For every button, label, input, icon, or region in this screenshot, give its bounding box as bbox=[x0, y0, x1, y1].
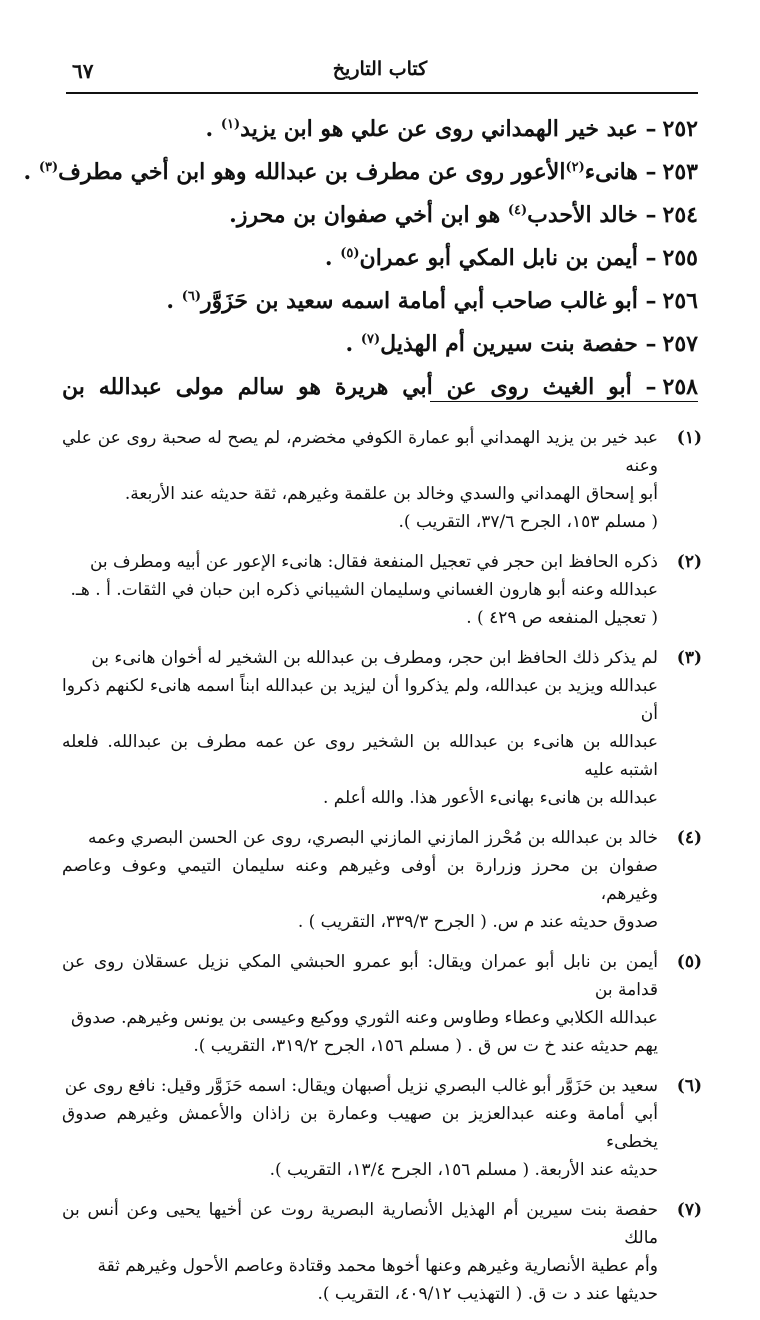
footnote bbox=[62, 1196, 702, 1308]
footnote-line: عبدالله بن هانىء بهانىء الأعور هذا. والله أعلم . bbox=[322, 788, 658, 808]
entry-number: ٢٥٨ bbox=[662, 374, 698, 400]
header-divider bbox=[66, 92, 698, 94]
entry-text: . bbox=[166, 288, 182, 314]
footnote bbox=[62, 948, 702, 1060]
footnote-marker: (٦) bbox=[676, 1076, 702, 1096]
footnote-ref: (٤) bbox=[507, 203, 528, 218]
footnote-text bbox=[62, 1072, 658, 1184]
entry-number: ٢٥٦ bbox=[662, 288, 698, 314]
entry-number: ٢٥٤ bbox=[662, 202, 698, 228]
footnote-text bbox=[62, 948, 658, 1060]
entry-text: . bbox=[345, 331, 361, 357]
footnote-marker: (٣) bbox=[676, 648, 702, 668]
footnote-marker: (٢) bbox=[676, 552, 702, 572]
footnote-ref: (٥) bbox=[340, 246, 360, 261]
footnote-line: أبي أمامة وعنه عبدالعزيز بن صهيب وعمارة بن زاذان والأعمش وغيرهم صدوق يخطىء bbox=[62, 1104, 658, 1152]
entries-list bbox=[23, 108, 698, 409]
entry-number: ٢٥٥ bbox=[662, 245, 698, 271]
footnote bbox=[62, 1072, 702, 1184]
entry-text: – أيمن بن نابل المكي أبو عمران bbox=[359, 245, 657, 271]
entry-number: ٢٥٣ bbox=[662, 159, 698, 185]
footnote-separator bbox=[430, 401, 698, 402]
footnote-text bbox=[62, 1196, 658, 1308]
entry-text: الأعور روى عن مطرف بن عبدالله وهو ابن أخي مطرف bbox=[58, 159, 566, 185]
footnote-marker: (١) bbox=[676, 428, 702, 448]
footnote-line: عبدالله بن هانىء بن عبدالله بن الشخير روى عن عمه مطرف بن عبدالله. فلعله اشتبه عليه bbox=[62, 732, 658, 780]
footnote-ref: (٣) bbox=[38, 160, 59, 175]
footnote-line: ( تعجيل المنفعه ص ٤٢٩ ) . bbox=[466, 608, 658, 628]
entry-text: . bbox=[23, 159, 39, 185]
entry-text: – أبو الغيث روى عن أبي هريرة هو سالم مولى عبدالله بن bbox=[62, 374, 657, 400]
footnote-text bbox=[62, 548, 658, 632]
footnote-line: عبد خير بن يزيد الهمداني أبو عمارة الكوفي مخضرم، لم يصح له صحبة روى عن علي وعنه bbox=[62, 428, 658, 476]
entry-text: – خالد الأحدب bbox=[527, 202, 657, 228]
footnote bbox=[62, 548, 702, 632]
footnote bbox=[62, 424, 702, 536]
page-number: ٦٧ bbox=[72, 59, 94, 83]
footnote bbox=[62, 824, 702, 936]
footnote-line: يهم حديثه عند خ ت س ق . ( مسلم ١٥٦، الجرح ٣١٩/٢، التقريب ). bbox=[193, 1036, 658, 1056]
footnote-line: صفوان بن محرز وزرارة بن أوفى وغيرهم وعنه سليمان التيمي وعوف وعاصم وغيرهم، bbox=[62, 856, 658, 904]
footnote-text bbox=[62, 644, 658, 812]
footnote-line: حديثها عند د ت ق. ( التهذيب ٤٠٩/١٢، التقريب ). bbox=[317, 1284, 658, 1304]
entry-line bbox=[62, 280, 698, 323]
footnote-ref: (٦) bbox=[181, 289, 201, 304]
footnote-line: أبو إسحاق الهمداني والسدي وخالد بن علقمة وغيرهم، ثقة حديثه عند الأربعة. bbox=[124, 484, 658, 504]
entry-text: – هانىء bbox=[584, 159, 657, 185]
footnote-line: خالد بن عبدالله بن مُحْرز المازني المازني البصري، روى عن الحسن البصري وعمه bbox=[87, 828, 658, 848]
entry-text: – حفصة بنت سيرين أم الهذيل bbox=[380, 331, 657, 357]
footnote-ref: (١) bbox=[220, 117, 241, 132]
footnote-ref: (٢) bbox=[565, 160, 585, 175]
entry-line bbox=[62, 366, 698, 409]
entry-number: ٢٥٧ bbox=[662, 331, 698, 357]
footnote-line: عبدالله وعنه أبو هارون الغساني وسليمان الشيباني ذكره ابن حبان في الثقات. أ . هـ. bbox=[70, 580, 658, 600]
entry-text: . bbox=[205, 116, 221, 142]
entry-text: . bbox=[324, 245, 341, 271]
footnote-line: عبدالله ويزيد بن عبدالله، ولم يذكروا أن ليزيد بن عبدالله ابناً اسمه هانىء لكنهم ذكروا أن bbox=[62, 676, 658, 724]
running-header-title: كتاب التاريخ bbox=[332, 58, 428, 80]
entry-line bbox=[62, 323, 698, 366]
footnote-line: ذكره الحافظ ابن حجر في تعجيل المنفعة فقال: هانىء الإعور عن أبيه ومطرف بن bbox=[89, 552, 658, 572]
footnote-line: صدوق حديثه عند م س. ( الجرح ٣٣٩/٣، التقريب ) . bbox=[297, 912, 658, 932]
footnote-ref: (٧) bbox=[360, 332, 381, 347]
entry-line bbox=[23, 151, 698, 194]
footnote-text bbox=[62, 424, 658, 536]
footnote-line: وأم عطية الأنصارية وغيرهم وعنها أخوها محمد وقتادة وعاصم الأحول وغيرهم ثقة bbox=[97, 1256, 658, 1276]
footnote-line: أيمن بن نابل أبو عمران ويقال: أبو عمرو الحبشي المكي نزيل عسقلان روى عن قدامة بن bbox=[62, 952, 658, 1000]
entry-text: – أبو غالب صاحب أبي أمامة اسمه سعيد بن حَزَوَّر bbox=[201, 288, 657, 314]
entry-line bbox=[62, 194, 698, 237]
footnote bbox=[62, 644, 702, 812]
footnote-marker: (٥) bbox=[676, 952, 702, 972]
footnote-line: ( مسلم ١٥٣، الجرح ٣٧/٦، التقريب ). bbox=[398, 512, 658, 532]
footnote-text bbox=[62, 824, 658, 936]
entry-text: هو ابن أخي صفوان بن محرز. bbox=[229, 202, 508, 228]
footnote-line: حديثه عند الأربعة. ( مسلم ١٥٦، الجرح ١٣/٤، التقريب ). bbox=[269, 1160, 658, 1180]
entry-text: – عبد خير الهمداني روى عن علي هو ابن يزيد bbox=[240, 116, 657, 142]
entry-line bbox=[62, 108, 698, 151]
entry-number: ٢٥٢ bbox=[662, 116, 698, 142]
footnote-marker: (٤) bbox=[676, 828, 702, 848]
footnote-marker: (٧) bbox=[676, 1200, 702, 1220]
footnote-line: لم يذكر ذلك الحافظ ابن حجر، ومطرف بن عبدالله بن الشخير له أخوان هانىء بن bbox=[91, 648, 658, 668]
footnote-line: حفصة بنت سيرين أم الهذيل الأنصارية البصرية روت عن أخيها يحيى وعن أنس بن مالك bbox=[62, 1200, 658, 1248]
footnote-line: عبدالله الكلابي وعطاء وطاوس وعنه الثوري ووكيع وعيسى بن يونس وغيرهم. صدوق bbox=[70, 1008, 658, 1028]
footnotes-list bbox=[62, 424, 702, 1320]
entry-line bbox=[62, 237, 698, 280]
footnote-line: سعيد بن حَزَوَّر أبو غالب البصري نزيل أصبهان ويقال: اسمه حَزَوَّر وقيل: نافع روى عن bbox=[64, 1076, 658, 1096]
